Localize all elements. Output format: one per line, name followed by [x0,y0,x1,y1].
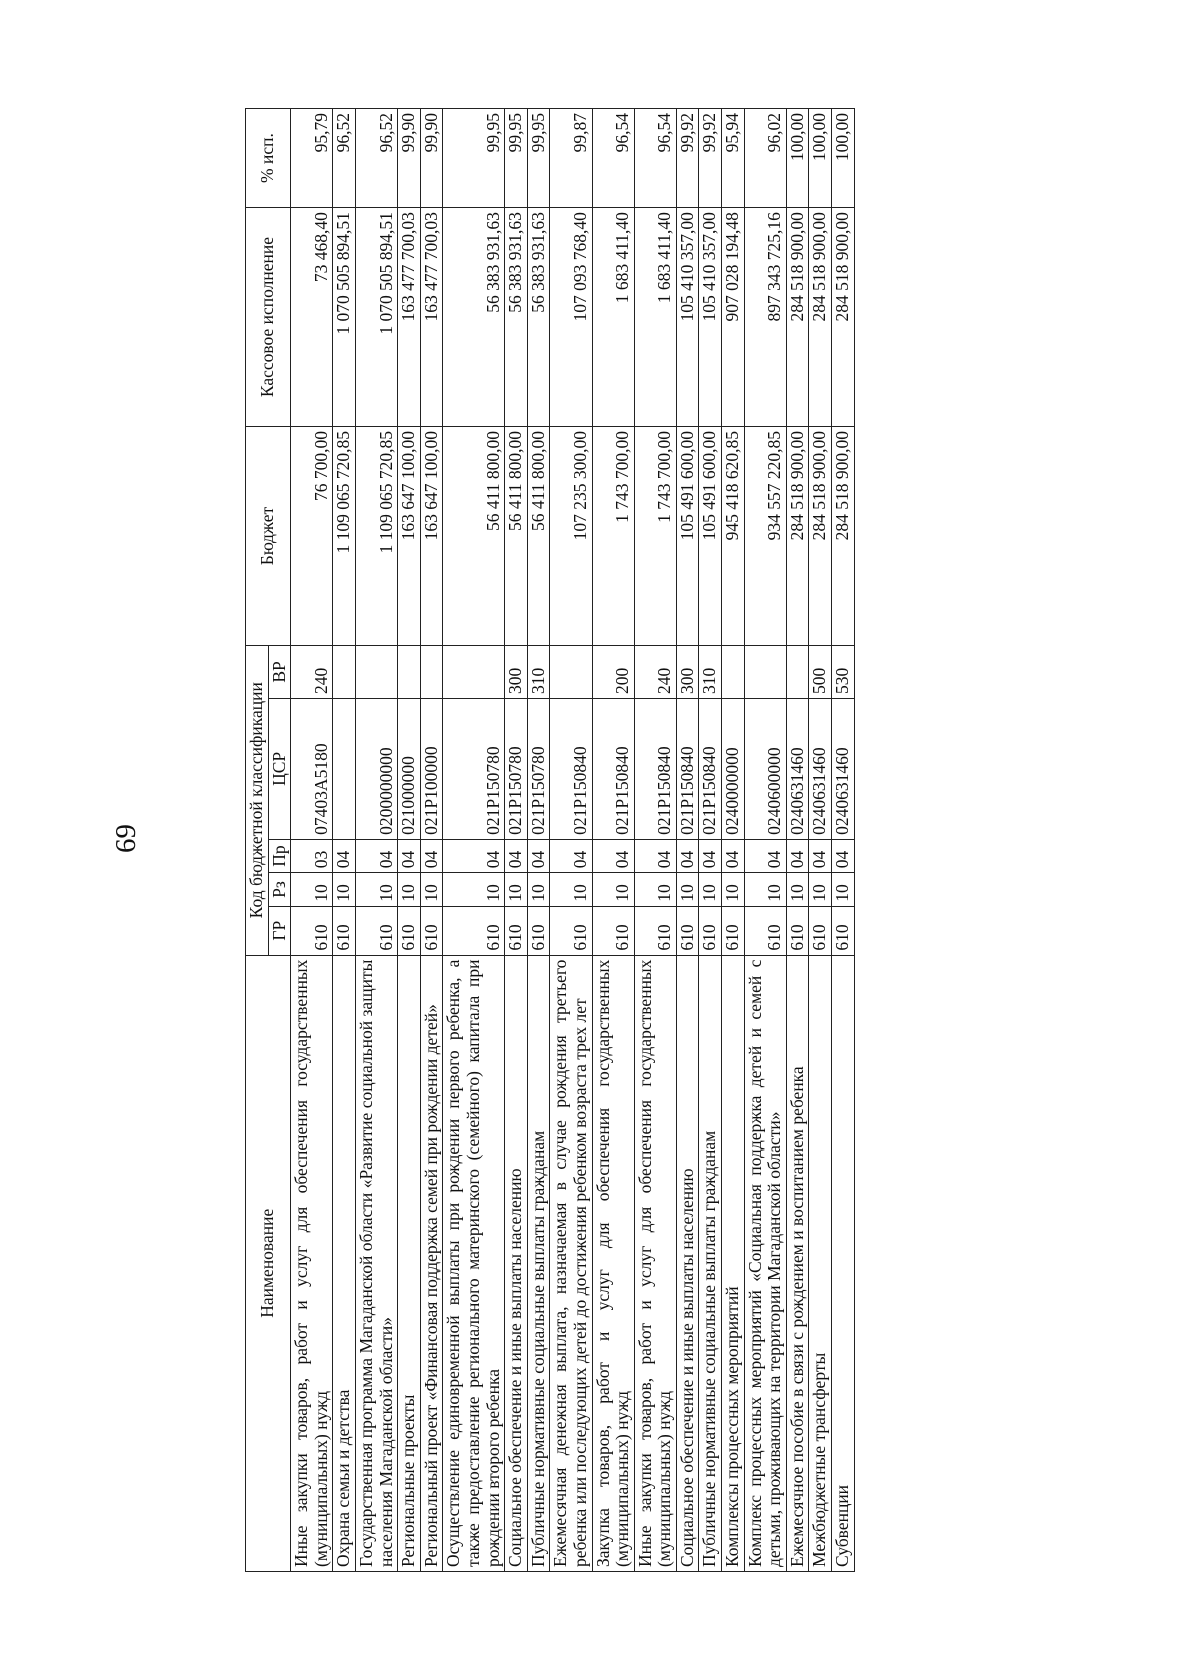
cell-rz: 10 [744,873,786,906]
table-row [420,109,443,1572]
table-row [832,109,855,1572]
cell-name: Социальное обеспечение и иные выплаты населению [676,955,699,1571]
cell-pr: 04 [832,839,855,872]
cell-name: Иные закупки товаров, работ и услуг для обеспечения государственных (муниципальных) нужд [634,955,676,1571]
cell-budget: 945 418 620,85 [722,427,745,646]
cell-vr: 240 [291,645,333,698]
cell-name: Субвенции [832,955,855,1571]
table-row [722,109,745,1572]
cell-budget: 105 491 600,00 [699,427,722,646]
cell-pr: 04 [443,839,505,872]
cell-pct: 99,95 [443,109,505,208]
cell-cash: 1 683 411,40 [592,208,634,427]
cell-budget: 107 235 300,00 [550,427,592,646]
cell-pr: 04 [505,839,528,872]
cell-csr: 021Р150780 [505,698,528,839]
cell-gr: 610 [832,906,855,955]
cell-budget: 163 647 100,00 [398,427,421,646]
cell-csr: 021Р150840 [550,698,592,839]
cell-budget: 56 411 800,00 [443,427,505,646]
cell-gr: 610 [592,906,634,955]
cell-name: Осуществление единовременной выплаты при рождении первого ребенка, а также предоставление регионального материнского (семейного) капитала при рождении второго ребенка [443,955,505,1571]
cell-pr: 04 [722,839,745,872]
cell-csr: 021Р150840 [699,698,722,839]
cell-rz: 10 [550,873,592,906]
table-row [809,109,832,1572]
cell-csr: 021Р150840 [592,698,634,839]
cell-vr [722,645,745,698]
cell-gr: 610 [355,906,397,955]
cell-vr: 310 [699,645,722,698]
cell-gr: 610 [420,906,443,955]
cell-budget: 105 491 600,00 [676,427,699,646]
cell-csr: 021Р150780 [527,698,550,839]
cell-budget: 56 411 800,00 [527,427,550,646]
cell-csr: 0240600000 [744,698,786,839]
cell-pct: 95,79 [291,109,333,208]
table-row [634,109,676,1572]
budget-table [245,108,855,1572]
cell-rz: 10 [398,873,421,906]
cell-cash: 56 383 931,63 [443,208,505,427]
cell-gr: 610 [505,906,528,955]
cell-vr: 240 [634,645,676,698]
cell-budget: 284 518 900,00 [786,427,809,646]
cell-csr: 021Р100000 [420,698,443,839]
header-cash: Кассовое исполнение [246,208,291,427]
cell-pct: 99,95 [505,109,528,208]
table-row [291,109,333,1572]
cell-cash: 73 468,40 [291,208,333,427]
cell-csr: 0240000000 [722,698,745,839]
table-row [592,109,634,1572]
cell-pr: 04 [786,839,809,872]
cell-name: Ежемесячное пособие в связи с рождением и воспитанием ребенка [786,955,809,1571]
cell-cash: 163 477 700,03 [398,208,421,427]
cell-name: Межбюджетные трансферты [809,955,832,1571]
table-row [699,109,722,1572]
cell-rz: 10 [333,873,356,906]
cell-name: Иные закупки товаров, работ и услуг для обеспечения государственных (муниципальных) нужд [291,955,333,1571]
cell-pct: 99,87 [550,109,592,208]
cell-csr: 021Р150840 [676,698,699,839]
cell-cash: 107 093 768,40 [550,208,592,427]
cell-pr: 04 [333,839,356,872]
cell-gr: 610 [527,906,550,955]
cell-name: Комплекс процессных мероприятий «Социальная поддержка детей и семей с детьми, проживающих на территории Магаданской области» [744,955,786,1571]
cell-rz: 10 [527,873,550,906]
cell-name: Закупка товаров, работ и услуг для обеспечения государственных (муниципальных) нужд [592,955,634,1571]
cell-budget: 56 411 800,00 [505,427,528,646]
cell-pct: 100,00 [809,109,832,208]
cell-vr [744,645,786,698]
cell-name: Публичные нормативные социальные выплаты гражданам [527,955,550,1571]
cell-name: Охрана семьи и детства [333,955,356,1571]
cell-vr: 500 [809,645,832,698]
cell-pr: 04 [550,839,592,872]
table-row [505,109,528,1572]
cell-csr: 07403А5180 [291,698,333,839]
cell-gr: 610 [786,906,809,955]
cell-cash: 907 028 194,48 [722,208,745,427]
cell-pct: 99,92 [676,109,699,208]
cell-pct: 96,52 [333,109,356,208]
cell-pr: 04 [592,839,634,872]
cell-pr: 04 [355,839,397,872]
cell-budget: 934 557 220,85 [744,427,786,646]
header-vr: ВР [268,645,291,698]
cell-name: Ежемесячная денежная выплата, назначаемая в случае рождения третьего ребенка или последующих детей до достижения ребенком возраста трех лет [550,955,592,1571]
cell-csr: 021Р150780 [443,698,505,839]
cell-gr: 610 [333,906,356,955]
cell-pct: 99,92 [699,109,722,208]
cell-cash: 1 070 505 894,51 [333,208,356,427]
cell-pct: 96,54 [634,109,676,208]
cell-vr: 300 [676,645,699,698]
cell-pct: 100,00 [786,109,809,208]
cell-cash: 163 477 700,03 [420,208,443,427]
cell-cash: 56 383 931,63 [527,208,550,427]
cell-cash: 105 410 357,00 [699,208,722,427]
cell-pr: 04 [634,839,676,872]
cell-csr: 0200000000 [355,698,397,839]
cell-gr: 610 [744,906,786,955]
cell-pct: 96,02 [744,109,786,208]
cell-gr: 610 [443,906,505,955]
cell-name: Государственная программа Магаданской области «Развитие социальной защиты населения Магаданской области» [355,955,397,1571]
cell-pct: 100,00 [832,109,855,208]
cell-gr: 610 [809,906,832,955]
cell-gr: 610 [722,906,745,955]
cell-cash: 1 683 411,40 [634,208,676,427]
table-row [744,109,786,1572]
cell-pct: 99,90 [398,109,421,208]
page-number: 69 [110,824,142,853]
cell-budget: 1 743 700,00 [592,427,634,646]
header-row-top [246,109,269,1572]
cell-pct: 96,52 [355,109,397,208]
table-row [355,109,397,1572]
cell-csr: 0240631460 [832,698,855,839]
cell-pct: 99,90 [420,109,443,208]
table-row [333,109,356,1572]
cell-name: Комплексы процессных мероприятий [722,955,745,1571]
header-budget: Бюджет [246,427,291,646]
cell-csr: 0240631460 [786,698,809,839]
cell-name: Социальное обеспечение и иные выплаты населению [505,955,528,1571]
cell-vr: 300 [505,645,528,698]
cell-cash: 284 518 900,00 [832,208,855,427]
cell-vr: 200 [592,645,634,698]
cell-vr [443,645,505,698]
cell-vr [333,645,356,698]
cell-cash: 897 343 725,16 [744,208,786,427]
table-row [550,109,592,1572]
cell-vr [786,645,809,698]
header-name: Наименование [246,955,291,1571]
cell-pct: 99,95 [527,109,550,208]
cell-vr [398,645,421,698]
cell-gr: 610 [634,906,676,955]
header-pr: Пр [268,839,291,872]
cell-name: Региональный проект «Финансовая поддержка семей при рождении детей» [420,955,443,1571]
cell-cash: 284 518 900,00 [809,208,832,427]
cell-name: Публичные нормативные социальные выплаты гражданам [699,955,722,1571]
cell-budget: 284 518 900,00 [809,427,832,646]
header-code-group: Код бюджетной классификации [246,645,269,955]
table-row [398,109,421,1572]
cell-pr: 04 [420,839,443,872]
table-row [527,109,550,1572]
cell-cash: 284 518 900,00 [786,208,809,427]
cell-budget: 163 647 100,00 [420,427,443,646]
table-body [291,109,854,1572]
cell-vr [355,645,397,698]
cell-rz: 10 [355,873,397,906]
cell-vr [550,645,592,698]
cell-budget: 76 700,00 [291,427,333,646]
cell-pct: 96,54 [592,109,634,208]
cell-budget: 1 109 065 720,85 [355,427,397,646]
cell-budget: 1 109 065 720,85 [333,427,356,646]
table-row [676,109,699,1572]
header-gr: ГР [268,906,291,955]
cell-pr: 04 [744,839,786,872]
cell-cash: 105 410 357,00 [676,208,699,427]
cell-budget: 284 518 900,00 [832,427,855,646]
cell-rz: 10 [676,873,699,906]
cell-gr: 610 [398,906,421,955]
rotated-page-content [245,108,1030,1572]
cell-rz: 10 [809,873,832,906]
cell-rz: 10 [699,873,722,906]
cell-gr: 610 [699,906,722,955]
cell-gr: 610 [291,906,333,955]
cell-pr: 04 [398,839,421,872]
cell-rz: 10 [634,873,676,906]
cell-rz: 10 [291,873,333,906]
cell-vr [420,645,443,698]
header-pct: % исп. [246,109,291,208]
table-row [443,109,505,1572]
cell-vr: 310 [527,645,550,698]
cell-budget: 1 743 700,00 [634,427,676,646]
cell-gr: 610 [550,906,592,955]
cell-vr: 530 [832,645,855,698]
cell-csr: 021Р150840 [634,698,676,839]
cell-name: Региональные проекты [398,955,421,1571]
cell-csr [333,698,356,839]
cell-gr: 610 [676,906,699,955]
cell-rz: 10 [505,873,528,906]
cell-csr: 0240631460 [809,698,832,839]
cell-cash: 56 383 931,63 [505,208,528,427]
table-row [786,109,809,1572]
cell-pr: 04 [676,839,699,872]
cell-pr: 03 [291,839,333,872]
cell-rz: 10 [722,873,745,906]
cell-rz: 10 [420,873,443,906]
cell-pct: 95,94 [722,109,745,208]
cell-rz: 10 [786,873,809,906]
header-csr: ЦСР [268,698,291,839]
cell-rz: 10 [832,873,855,906]
cell-csr: 021000000 [398,698,421,839]
cell-cash: 1 070 505 894,51 [355,208,397,427]
cell-rz: 10 [443,873,505,906]
cell-pr: 04 [809,839,832,872]
cell-pr: 04 [527,839,550,872]
header-rz: Рз [268,873,291,906]
cell-rz: 10 [592,873,634,906]
cell-pr: 04 [699,839,722,872]
